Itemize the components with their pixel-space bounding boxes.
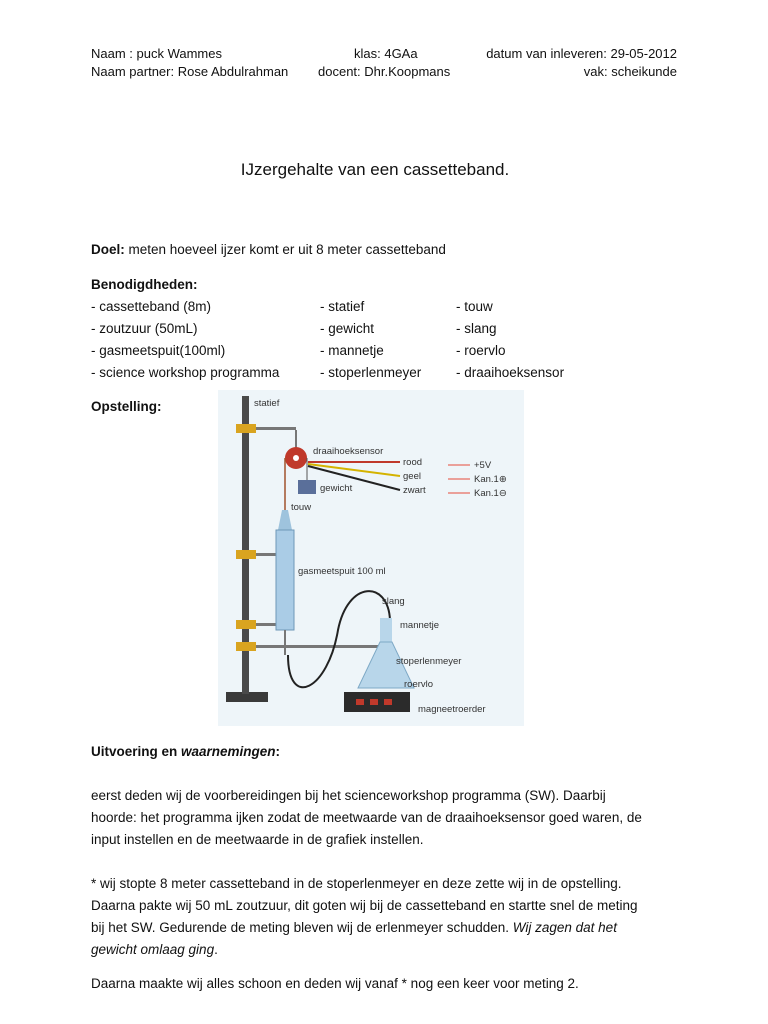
- label-5v: +5V: [474, 460, 492, 471]
- label-zwart: zwart: [403, 485, 426, 496]
- material-item: - touw: [456, 299, 493, 314]
- material-item: - mannetje: [320, 343, 384, 358]
- label-magneetroerder: magneetroerder: [418, 704, 486, 715]
- gas-syringe: [276, 530, 294, 630]
- execution-heading-c: :: [275, 744, 281, 759]
- weight: [298, 480, 316, 494]
- material-item: - science workshop programma: [91, 365, 280, 380]
- goal-label: Doel:: [91, 242, 125, 257]
- label-geel: geel: [403, 471, 421, 482]
- observation-text: gewicht omlaag ging: [91, 942, 215, 957]
- material-item: - slang: [456, 321, 497, 336]
- material-item: - stoperlenmeyer: [320, 365, 422, 380]
- label-touw: touw: [291, 502, 312, 513]
- clamp: [236, 642, 386, 651]
- paragraph-line: Daarna pakte wij 50 mL zoutzuur, dit goten wij bij de cassetteband en startte snel de meting: [91, 898, 638, 913]
- materials-heading: Benodigdheden:: [91, 277, 198, 292]
- execution-heading-b: waarnemingen: [181, 744, 276, 759]
- observation-text: Wij zagen dat het: [512, 920, 617, 935]
- paragraph-line: input instellen en de meetwaarde in de grafiek instellen.: [91, 832, 424, 847]
- paragraph-line: [91, 921, 617, 935]
- paragraph-line: [91, 943, 218, 957]
- document-title: IJzergehalte van een cassetteband.: [240, 160, 510, 179]
- paragraph-line: Daarna maakte wij alles schoon en deden wij vanaf * nog een keer voor meting 2.: [91, 976, 579, 991]
- due-date: datum van inleveren: 29-05-2012: [486, 46, 677, 61]
- label-kan1-plus: Kan.1⊕: [474, 474, 507, 485]
- material-item: - gasmeetspuit(100ml): [91, 343, 226, 358]
- label-rood: rood: [403, 457, 423, 468]
- material-item: - roervlo: [456, 343, 506, 358]
- partner-name: Naam partner: Rose Abdulrahman: [91, 64, 289, 79]
- class-label: klas: 4GAa: [354, 46, 418, 61]
- label-statief: statief: [254, 398, 280, 409]
- subject-label: vak: scheikunde: [583, 64, 677, 79]
- paragraph-line: eerst deden wij de voorbereidingen bij het scienceworkshop programma (SW). Daarbij: [91, 788, 606, 803]
- material-item: - draaihoeksensor: [456, 365, 565, 380]
- label-gasmeetspuit: gasmeetspuit 100 ml: [298, 566, 386, 577]
- execution-heading-a: Uitvoering en: [91, 744, 182, 759]
- material-item: - zoutzuur (50mL): [91, 321, 198, 336]
- setup-diagram-svg: [218, 390, 524, 726]
- paragraph-line: hoorde: het programma ijken zodat de meetwaarde van de draaihoeksensor goed waren, de: [91, 810, 642, 825]
- execution-heading: [91, 745, 280, 759]
- paragraph-line: * wij stopte 8 meter cassetteband in de stoperlenmeyer en deze zette wij in de opstelling.: [91, 876, 622, 891]
- label-gewicht: gewicht: [320, 483, 353, 494]
- clamp: [236, 424, 296, 433]
- material-item: - cassetteband (8m): [91, 299, 212, 314]
- material-item: - statief: [320, 299, 365, 314]
- label-sensor: draaihoeksensor: [313, 446, 384, 457]
- teacher-label: docent: Dhr.Koopmans: [318, 64, 451, 79]
- label-mannetje: mannetje: [400, 620, 440, 631]
- paragraph-text: bij het SW. Gedurende de meting bleven wij de erlenmeyer schudden.: [91, 920, 513, 935]
- goal-line: [91, 243, 446, 257]
- setup-heading: Opstelling:: [91, 399, 162, 414]
- material-item: - gewicht: [320, 321, 375, 336]
- setup-diagram: [218, 390, 524, 726]
- goal-text: meten hoeveel ijzer komt er uit 8 meter cassetteband: [124, 242, 446, 257]
- label-slang: slang: [382, 596, 405, 607]
- paragraph-text: .: [214, 942, 218, 957]
- label-kan1-minus: Kan.1⊖: [474, 488, 507, 499]
- label-roervlo: roervlo: [404, 679, 434, 690]
- label-stoperlenmeyer: stoperlenmeyer: [396, 656, 462, 667]
- student-name: Naam : puck Wammes: [91, 46, 222, 61]
